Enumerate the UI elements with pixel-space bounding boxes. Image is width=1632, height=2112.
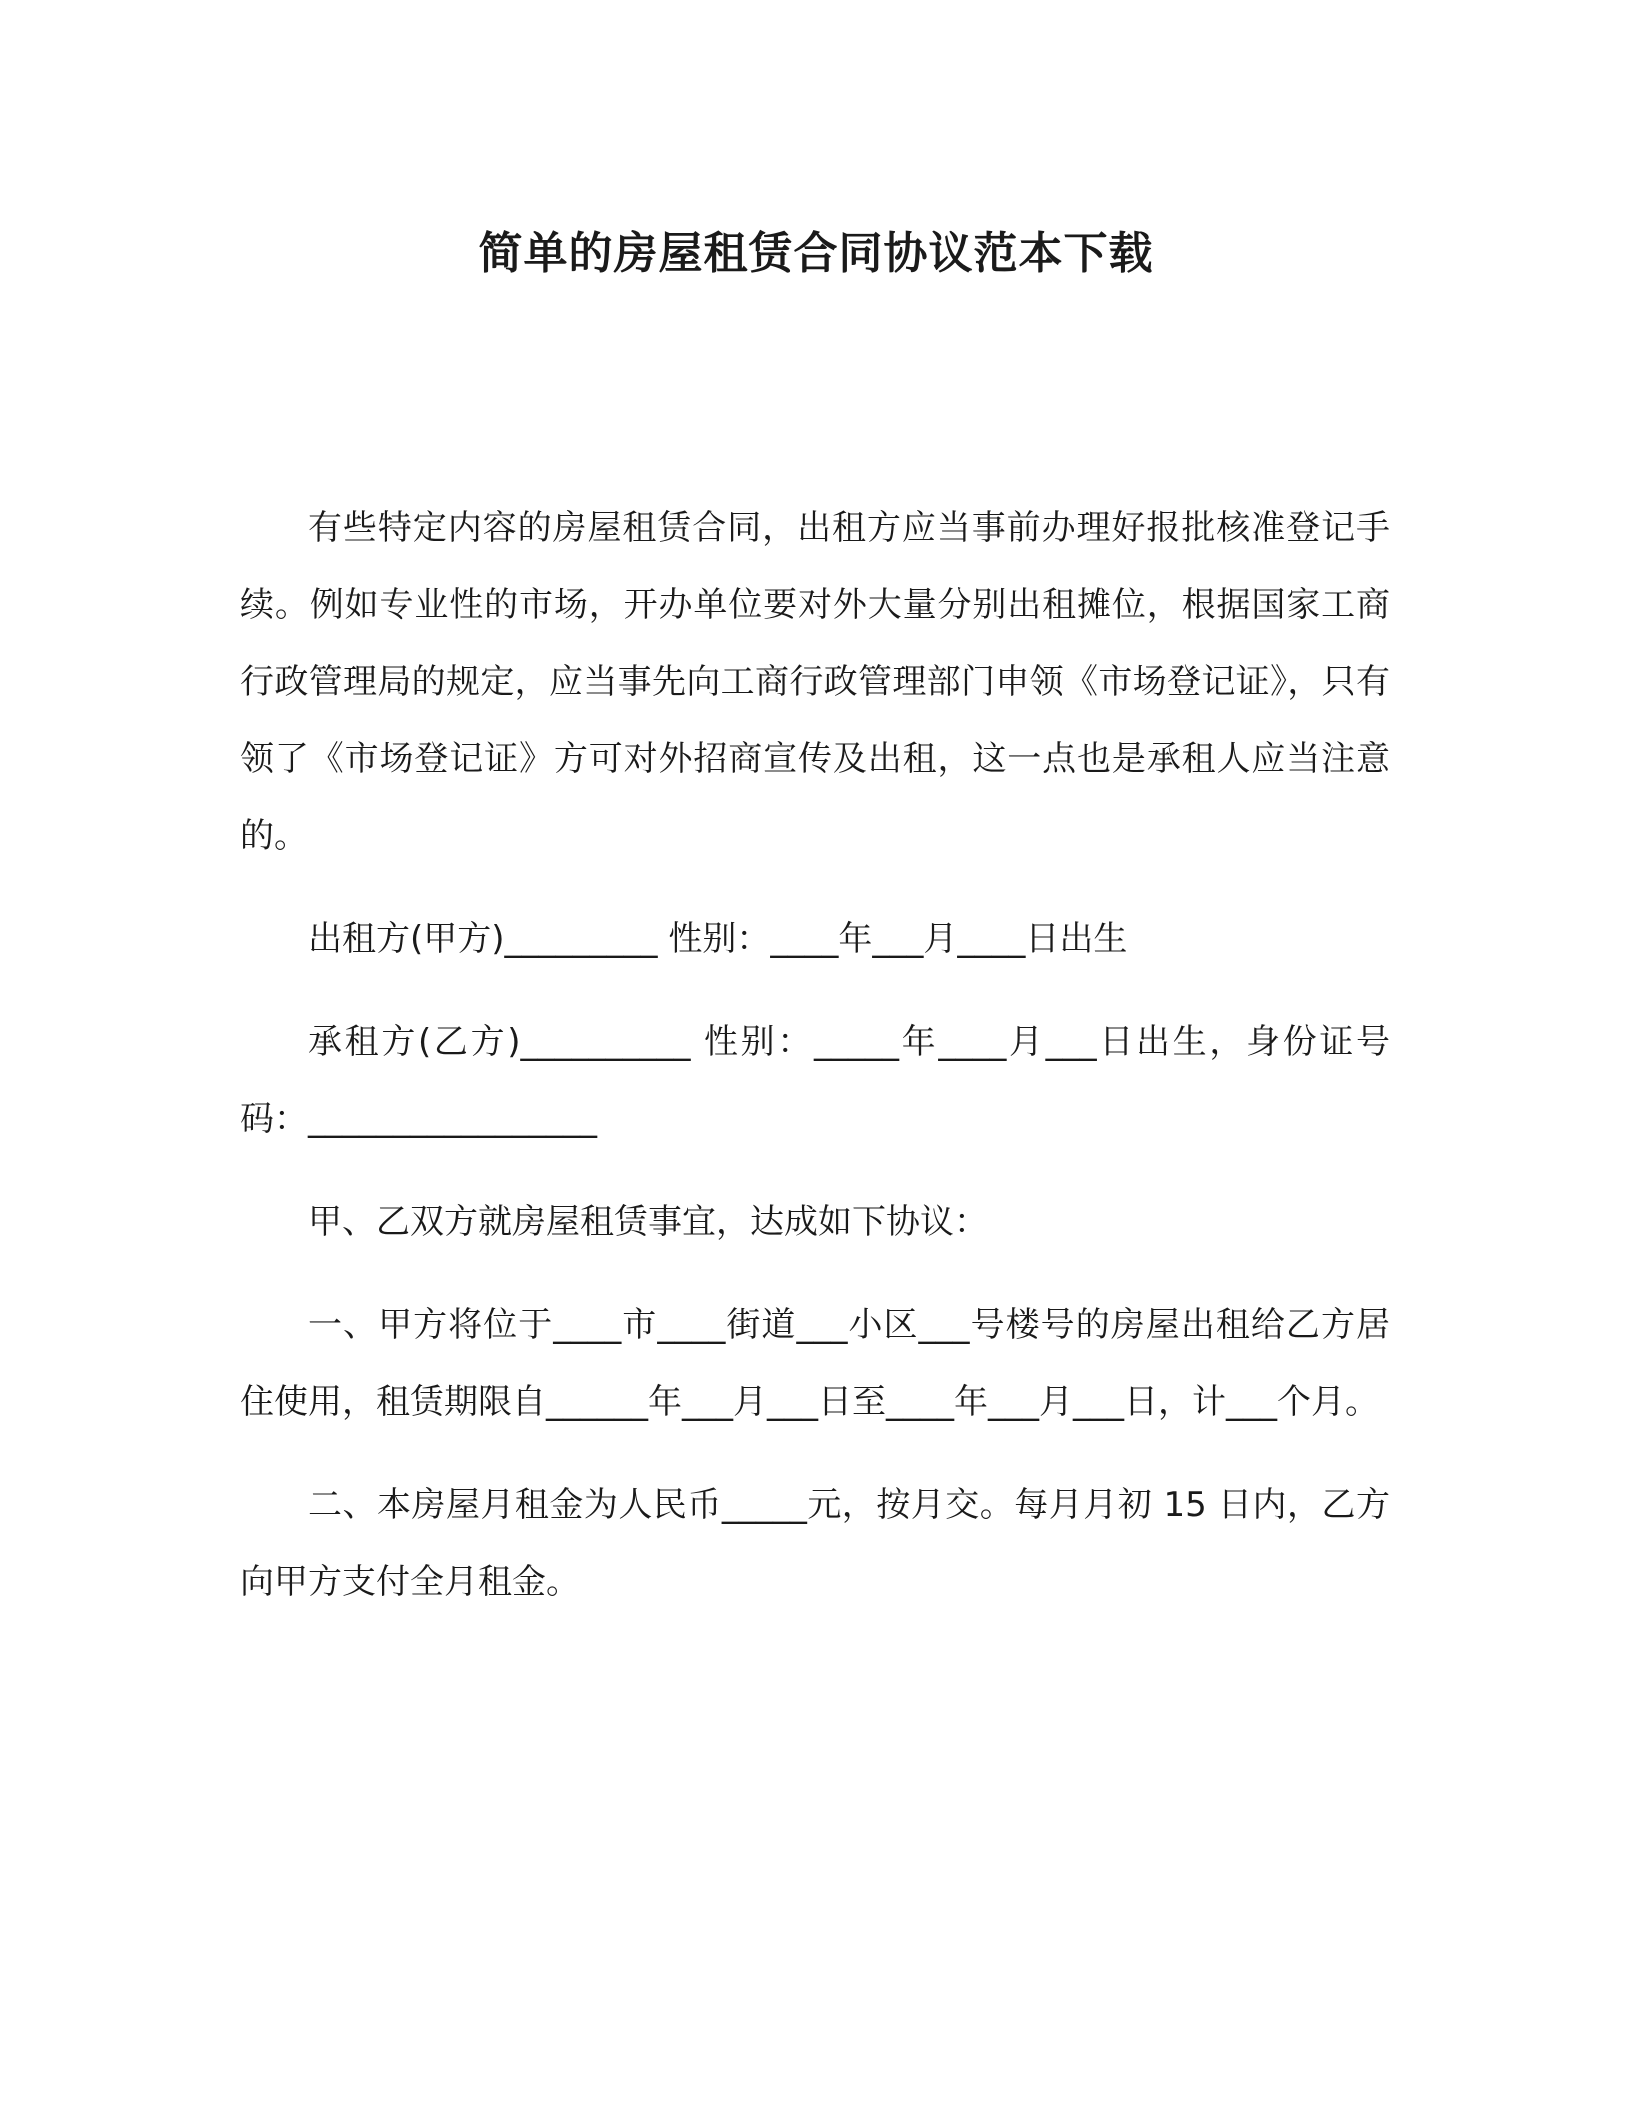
agreement-intro: 甲、乙双方就房屋租赁事宜，达成如下协议： (308, 1202, 988, 1242)
paragraph-spacer (240, 875, 1390, 901)
lessee-line: 承租方(乙方)__________ 性别：_____年____月___日出生，身份证号码：_________________ (240, 1022, 1390, 1139)
paragraph-spacer (240, 1441, 1390, 1467)
clause-one: 一、甲方将位于____市____街道___小区___号楼号的房屋出租给乙方居住使用，租赁期限自______年___月___日至____年___月___日，计___个月。 (240, 1305, 1390, 1422)
document-body (240, 490, 1390, 1621)
document-title: 简单的房屋租赁合同协议范本下载 (478, 228, 1154, 279)
intro-paragraph: 有些特定内容的房屋租赁合同，出租方应当事前办理好报批核准登记手续。例如专业性的市场，开办单位要对外大量分别出租摊位，根据国家工商行政管理局的规定，应当事先向工商行政管理部门申领《市场登记证》，只有领了《市场登记证》方可对外招商宣传及出租，这一点也是承租人应当注意的。 (240, 508, 1390, 856)
lessor-line: 出租方(甲方)_________ 性别：____年___月____日出生 (308, 919, 1128, 959)
paragraph-spacer (240, 978, 1390, 1004)
clause-two: 二、本房屋月租金为人民币_____元，按月交。每月月初 15 日内，乙方向甲方支付全月租金。 (240, 1485, 1390, 1602)
paragraph-spacer (240, 1158, 1390, 1184)
paragraph-spacer (240, 1261, 1390, 1287)
